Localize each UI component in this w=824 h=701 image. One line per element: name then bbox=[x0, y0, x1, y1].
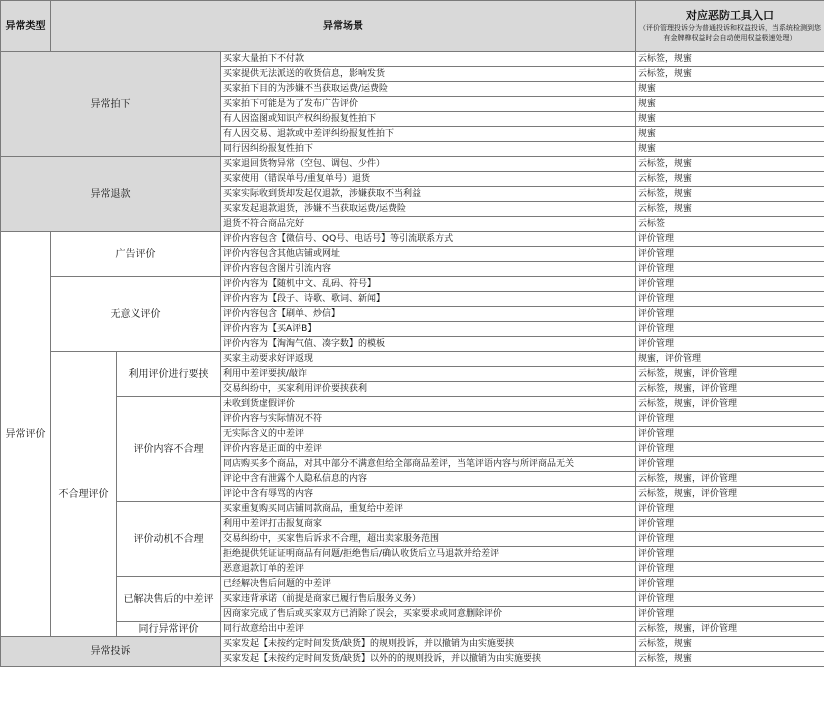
tool-cell: 评价管理 bbox=[636, 592, 824, 607]
scene-cell: 评论中含有泄露个人隐私信息的内容 bbox=[221, 472, 636, 487]
scene-cell: 买家发起【未按约定时间发货/缺货】以外的的规则投诉，并以撤销为由实施要挟 bbox=[221, 652, 636, 667]
table-row bbox=[1, 622, 824, 637]
scene-cell: 拒绝提供凭证证明商品有问题/拒绝售后/确认收货后立马退款并给差评 bbox=[221, 547, 636, 562]
header-tool-note: （评价管理投诉分为普通投诉和权益投诉，当系统检测到您有金牌榫权益时会自动使用权益极速处理） bbox=[639, 24, 821, 42]
scene-cell: 评价内容包含其他店铺或网址 bbox=[221, 247, 636, 262]
tool-cell: 评价管理 bbox=[636, 427, 824, 442]
scene-cell: 因商家完成了售后或买家双方已消除了误会，买家要求或同意删除评价 bbox=[221, 607, 636, 622]
type-cell-paixia: 异常拍下 bbox=[1, 52, 221, 157]
scene-cell: 同店购买多个商品，对其中部分不满意但给全部商品差评，当笔评语内容与所评商品无关 bbox=[221, 457, 636, 472]
tool-cell: 云标签，规蜜，评价管理 bbox=[636, 382, 824, 397]
tool-cell: 评价管理 bbox=[636, 577, 824, 592]
scene-cell: 无实际含义的中差评 bbox=[221, 427, 636, 442]
tool-cell: 规蜜，评价管理 bbox=[636, 352, 824, 367]
type-cell-tousu: 异常投诉 bbox=[1, 637, 221, 667]
scene-cell: 评价内容为【淘淘气值、凑字数】的模板 bbox=[221, 337, 636, 352]
scene-cell: 评价内容包含【微信号、QQ号、电话号】等引流联系方式 bbox=[221, 232, 636, 247]
subtype-cell-tonghang: 同行异常评价 bbox=[117, 622, 221, 637]
scene-cell: 买家主动要求好评返现 bbox=[221, 352, 636, 367]
scene-cell: 买家大量拍下不付款 bbox=[221, 52, 636, 67]
tool-cell: 评价管理 bbox=[636, 232, 824, 247]
tool-cell: 评价管理 bbox=[636, 607, 824, 622]
scene-cell: 买家拍下目的为涉嫌不当获取运费/运费险 bbox=[221, 82, 636, 97]
scene-cell: 评价内容包含图片引流内容 bbox=[221, 262, 636, 277]
tool-cell: 规蜜 bbox=[636, 127, 824, 142]
scene-cell: 买家发起【未按约定时间发货/缺货】的规则投诉，并以撤销为由实施要挟 bbox=[221, 637, 636, 652]
scene-cell: 买家拍下可能是为了发布广告评价 bbox=[221, 97, 636, 112]
tool-cell: 云标签，规蜜 bbox=[636, 52, 824, 67]
tool-cell: 评价管理 bbox=[636, 532, 824, 547]
tool-cell: 评价管理 bbox=[636, 262, 824, 277]
scene-cell: 有人因盗图或知识产权纠纷报复性拍下 bbox=[221, 112, 636, 127]
table-header-row bbox=[1, 1, 824, 52]
tool-cell: 云标签，规蜜 bbox=[636, 187, 824, 202]
tool-cell: 云标签，规蜜 bbox=[636, 652, 824, 667]
tool-cell: 评价管理 bbox=[636, 337, 824, 352]
type-cell-tuikuan: 异常退款 bbox=[1, 157, 221, 232]
header-tool bbox=[636, 1, 824, 52]
scene-cell: 利用中差评要挟/敲诈 bbox=[221, 367, 636, 382]
tool-cell: 评价管理 bbox=[636, 502, 824, 517]
scene-cell: 同行因纠纷报复性拍下 bbox=[221, 142, 636, 157]
scene-cell: 未收到货虚假评价 bbox=[221, 397, 636, 412]
scene-cell: 评价内容与实际情况不符 bbox=[221, 412, 636, 427]
scene-cell: 恶意退款订单的差评 bbox=[221, 562, 636, 577]
scene-cell: 评价内容为【段子、诗歌、歌词、新闻】 bbox=[221, 292, 636, 307]
scene-cell: 买家发起退款退货，涉嫌不当获取运费/运费险 bbox=[221, 202, 636, 217]
scene-cell: 买家重复购买同店铺同款商品，重复给中差评 bbox=[221, 502, 636, 517]
subtype-cell-yaoxie: 利用评价进行要挟 bbox=[117, 352, 221, 397]
tool-cell: 评价管理 bbox=[636, 247, 824, 262]
tool-cell: 规蜜 bbox=[636, 97, 824, 112]
tool-cell: 规蜜 bbox=[636, 112, 824, 127]
tool-cell: 云标签，规蜜，评价管理 bbox=[636, 367, 824, 382]
scene-cell: 评价内容为【随机中文、乱码、符号】 bbox=[221, 277, 636, 292]
scene-cell: 交易纠纷中，买家利用评价要挟获利 bbox=[221, 382, 636, 397]
scene-cell: 利用中差评打击报复商家 bbox=[221, 517, 636, 532]
table-row bbox=[1, 577, 824, 592]
tool-cell: 云标签，规蜜，评价管理 bbox=[636, 622, 824, 637]
subtype-cell-buheli: 不合理评价 bbox=[51, 352, 117, 637]
table-row bbox=[1, 157, 824, 172]
subtype-cell-shouhou: 已解决售后的中差评 bbox=[117, 577, 221, 622]
tool-cell: 评价管理 bbox=[636, 457, 824, 472]
tool-cell: 规蜜 bbox=[636, 82, 824, 97]
scene-cell: 退货不符合商品完好 bbox=[221, 217, 636, 232]
tool-cell: 评价管理 bbox=[636, 442, 824, 457]
header-type: 异常类型 bbox=[1, 1, 51, 52]
table-row bbox=[1, 232, 824, 247]
table-row bbox=[1, 352, 824, 367]
tool-cell: 云标签，规蜜，评价管理 bbox=[636, 397, 824, 412]
tool-cell: 云标签，规蜜 bbox=[636, 157, 824, 172]
scene-cell: 同行故意给出中差评 bbox=[221, 622, 636, 637]
table-row bbox=[1, 637, 824, 652]
type-cell-pingjia: 异常评价 bbox=[1, 232, 51, 637]
tool-cell: 云标签，规蜜，评价管理 bbox=[636, 487, 824, 502]
table-row bbox=[1, 502, 824, 517]
tool-cell: 云标签，规蜜 bbox=[636, 172, 824, 187]
table-row bbox=[1, 397, 824, 412]
tool-cell: 云标签，规蜜 bbox=[636, 637, 824, 652]
subtype-cell-wuyiyi: 无意义评价 bbox=[51, 277, 221, 352]
scene-cell: 买家退回货物异常（空包、调包、少件） bbox=[221, 157, 636, 172]
tool-cell: 评价管理 bbox=[636, 277, 824, 292]
header-tool-title: 对应恶防工具入口 bbox=[686, 9, 774, 22]
scene-cell: 买家违背承诺（前提是商家已履行售后服务义务） bbox=[221, 592, 636, 607]
scene-cell: 买家实际收到货却发起仅退款，涉嫌获取不当利益 bbox=[221, 187, 636, 202]
scene-cell: 评价内容是正面的中差评 bbox=[221, 442, 636, 457]
tool-cell: 评价管理 bbox=[636, 517, 824, 532]
scene-cell: 买家提供无法派送的收货信息，影响发货 bbox=[221, 67, 636, 82]
tool-cell: 云标签 bbox=[636, 217, 824, 232]
scene-cell: 买家使用（错误单号/重复单号）退货 bbox=[221, 172, 636, 187]
subtype-cell-neirong: 评价内容不合理 bbox=[117, 397, 221, 502]
scene-cell: 有人因交易、退款或中差评纠纷报复性拍下 bbox=[221, 127, 636, 142]
subtype-cell-dongji: 评价动机不合理 bbox=[117, 502, 221, 577]
tool-cell: 云标签，规蜜 bbox=[636, 202, 824, 217]
tool-cell: 评价管理 bbox=[636, 412, 824, 427]
tool-cell: 规蜜 bbox=[636, 142, 824, 157]
tool-cell: 评价管理 bbox=[636, 547, 824, 562]
tool-cell: 云标签，规蜜 bbox=[636, 67, 824, 82]
tool-cell: 评价管理 bbox=[636, 292, 824, 307]
table-row bbox=[1, 52, 824, 67]
scene-cell: 评论中含有辱骂的内容 bbox=[221, 487, 636, 502]
tool-cell: 云标签，规蜜，评价管理 bbox=[636, 472, 824, 487]
scene-cell: 评价内容为【买A评B】 bbox=[221, 322, 636, 337]
tool-cell: 评价管理 bbox=[636, 562, 824, 577]
scene-cell: 已经解决售后问题的中差评 bbox=[221, 577, 636, 592]
scene-cell: 交易纠纷中，买家售后诉求不合理，超出卖家服务范围 bbox=[221, 532, 636, 547]
scene-cell: 评价内容包含【刷单、炒信】 bbox=[221, 307, 636, 322]
tool-cell: 评价管理 bbox=[636, 307, 824, 322]
table-row bbox=[1, 277, 824, 292]
header-scene: 异常场景 bbox=[51, 1, 636, 52]
tool-cell: 评价管理 bbox=[636, 322, 824, 337]
subtype-cell-guanggao: 广告评价 bbox=[51, 232, 221, 277]
